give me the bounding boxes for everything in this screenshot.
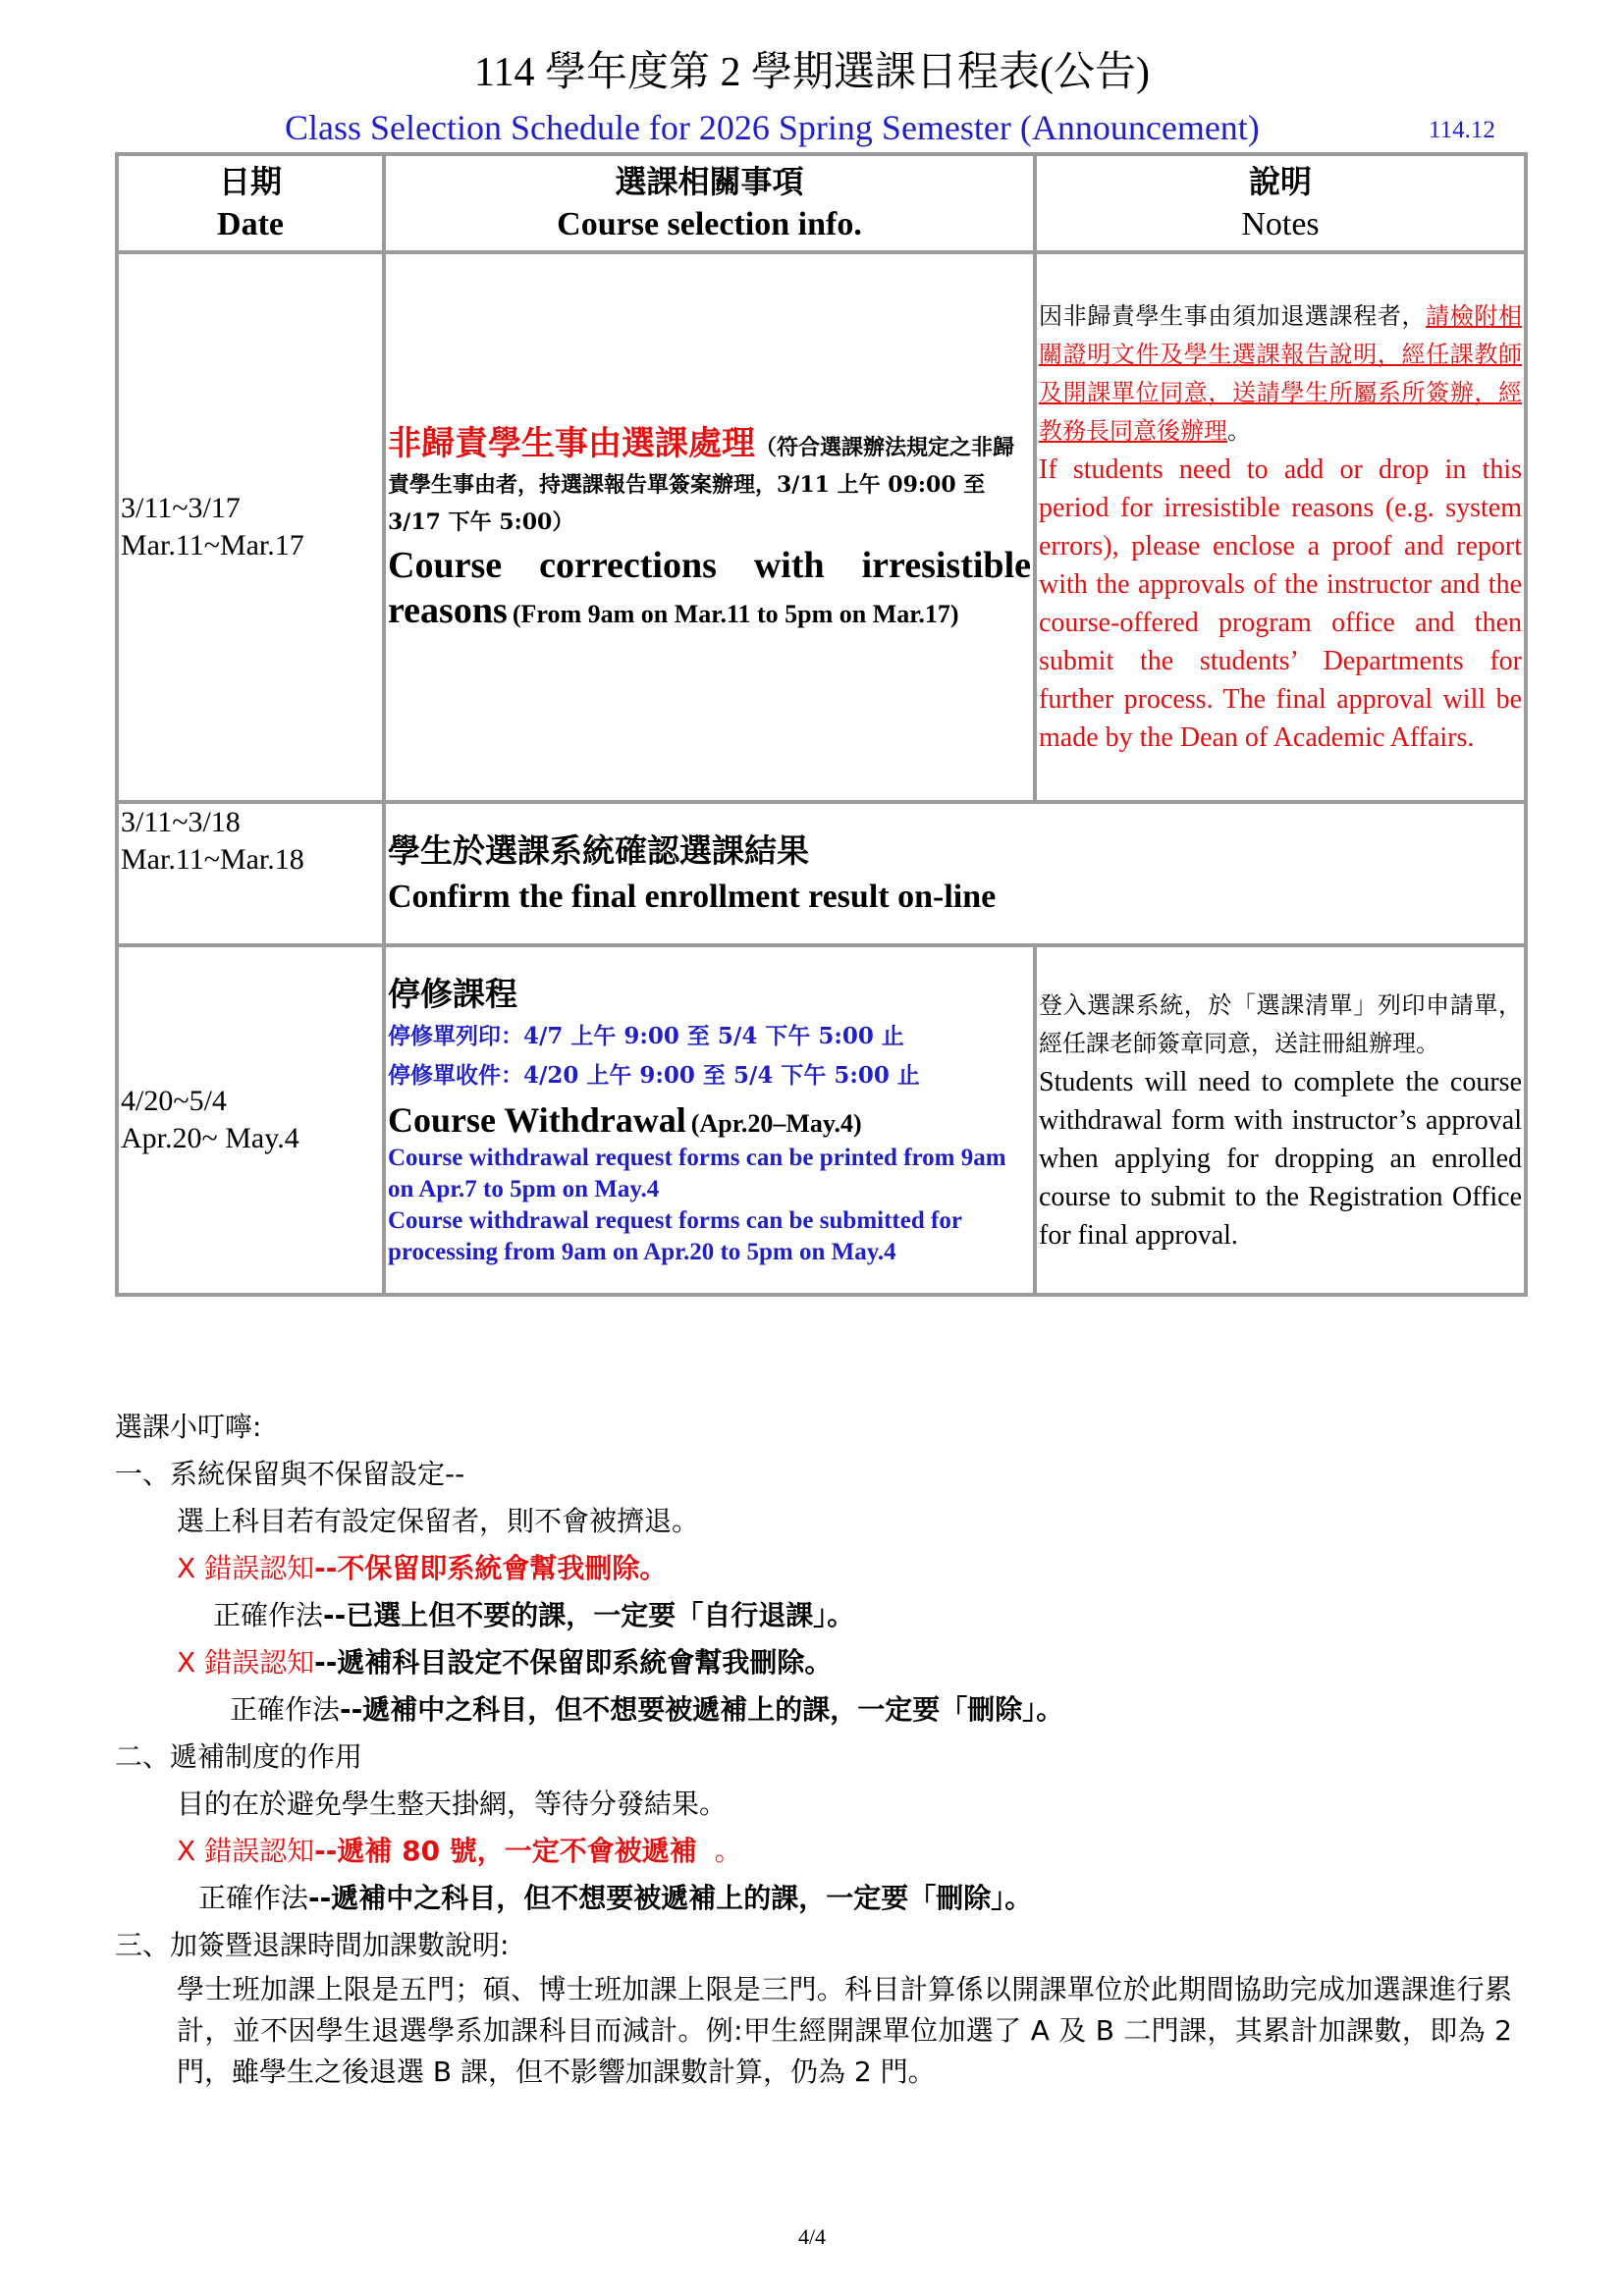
tips-s2-line3-prefix: 正確作法 <box>198 1882 309 1914</box>
table-row <box>117 802 1526 945</box>
tips-s1-line4 <box>115 1639 1529 1686</box>
page-number: 4/4 <box>797 2224 827 2249</box>
row1-info-dates-en: (From 9am on Mar.11 to 5pm on Mar.17) <box>512 599 959 628</box>
tips-s2-line1: 目的在於避免學生整天掛網，等待分發結果。 <box>177 1788 728 1820</box>
row1-info <box>384 252 1035 802</box>
row3-print-zh: 停修單列印：4/7 上午 9:00 至 5/4 下午 5:00 止 <box>388 1023 904 1049</box>
row1-notes-zh-red: 請檢附相關證明文件及學生選課報告說明，經任課教師及開課單位同意，送請學生所屬系所簽辦，經教務長同意後辦理 <box>1039 302 1523 445</box>
tips-s3-paragraph: 學士班加課上限是五門；碩、博士班加課上限是三門。科目計算係以開課單位於此期間協助完成加選課進行累計，並不因學生退選學系加課科目而減計。例:甲生經開課單位加選了 A 及 B 二門課，其累計加課數，即為 2 門，雖學生之後退選 B 課，但不影響加課數計算，仍為 2 門。 <box>177 1973 1512 2088</box>
row2-info-title-zh: 學生於選課系統確認選課結果 <box>388 831 809 870</box>
row3-info-title-en: Course Withdrawal <box>388 1100 686 1140</box>
row3-date-line1: 4/20~5/4 <box>121 1085 227 1117</box>
header-notes-zh: 說明 <box>1248 163 1312 200</box>
tips-s1-line5-prefix: 正確作法 <box>230 1693 341 1726</box>
row3-collect-zh: 停修單收件：4/20 上午 9:00 至 5/4 下午 5:00 止 <box>388 1062 920 1089</box>
row3-date <box>117 945 384 1295</box>
document-code: 114.12 <box>1429 117 1495 143</box>
tips-s1-line3-bold: --已選上但不要的課，一定要「自行退課」。 <box>323 1599 855 1631</box>
row1-notes-zh-plain: 因非歸責學生事由須加退選課程者， <box>1039 302 1427 330</box>
row1-info-title-zh: 非歸責學生事由選課處理 <box>388 423 755 463</box>
row2-info <box>384 802 1526 945</box>
header-notes <box>1035 154 1526 252</box>
tips-s2-line3-bold: --遞補中之科目，但不想要被遞補上的課，一定要「刪除」。 <box>308 1882 1033 1914</box>
header-notes-en: Notes <box>1241 206 1320 242</box>
tips-s1-line1: 選上科目若有設定保留者，則不會被擠退。 <box>177 1505 700 1537</box>
schedule-table <box>115 152 1528 1297</box>
row2-date-line2: Mar.11~Mar.18 <box>121 843 304 876</box>
header-date-en: Date <box>217 206 284 242</box>
row2-date-line1: 3/11~3/18 <box>121 806 241 838</box>
tips-section1-title: 一、系統保留與不保留設定-- <box>115 1458 465 1490</box>
tips-s2-line2-bold: --遞補 80 號，一定不會被遞補 <box>314 1835 697 1867</box>
table-header-row <box>117 154 1526 252</box>
page-title-zh: 114 學年度第 2 學期選課日程表(公告) <box>474 50 1150 95</box>
row1-date <box>117 252 384 802</box>
row3-info <box>384 945 1035 1295</box>
row2-info-title-en: Confirm the final enrollment result on-line <box>388 879 997 915</box>
row3-notes <box>1035 945 1526 1295</box>
row1-info-title-en: Course corrections with irresistible reasons <box>388 544 1031 631</box>
row3-date-line2: Apr.20~ May.4 <box>121 1122 299 1154</box>
row2-date <box>117 802 384 945</box>
tips-s1-line4-prefix: X 錯誤認知 <box>177 1646 315 1679</box>
row1-notes-en: If students need to add or drop in this period for irresistible reasons (e.g. system errors), please enclose a proof and report with the approvals of the instructor and the course-offered program office and then submit the students’ Departments for further process. The final approval will be made by the Dean of Academic Affairs. <box>1039 454 1522 753</box>
tips-s1-line4-bold: --遞補科目設定不保留即系統會幫我刪除。 <box>314 1646 833 1679</box>
tips-heading: 選課小叮嚀: <box>115 1411 262 1443</box>
page-title-en: Class Selection Schedule for 2026 Spring Semester (Announcement) <box>285 108 1260 147</box>
tips-s1-line2 <box>115 1545 1529 1592</box>
tips-section3-title: 三、加簽暨退課時間加課數說明: <box>115 1929 510 1961</box>
row3-info-dates-en: (Apr.20–May.4) <box>690 1109 862 1138</box>
row3-info-title-zh: 停修課程 <box>388 975 517 1013</box>
tips-s2-line2-end: 。 <box>714 1835 742 1867</box>
row1-info-desc-zh: （符合選課辦法規定之非歸責學生事由者，持選課報告單簽案辦理，3/11 上午 09:00 至 3/17 下午 5:00） <box>388 434 1015 535</box>
row1-notes <box>1035 252 1526 802</box>
header-info-en: Course selection info. <box>557 206 862 242</box>
table-row <box>117 945 1526 1295</box>
tips-section <box>115 1404 1529 2093</box>
header-info <box>384 154 1035 252</box>
tips-s1-line5 <box>115 1686 1529 1734</box>
header-date-zh: 日期 <box>218 163 282 200</box>
header-info-zh: 選課相關事項 <box>615 163 804 200</box>
row1-date-line1: 3/11~3/17 <box>121 492 241 524</box>
header-date <box>117 154 384 252</box>
tips-s2-line3 <box>115 1875 1529 1922</box>
row3-print-en: Course withdrawal request forms can be printed from 9am on Apr.7 to 5pm on May.4 <box>388 1145 1006 1202</box>
row1-date-line2: Mar.11~Mar.17 <box>121 529 304 561</box>
row1-notes-zh-end: 。 <box>1227 417 1251 445</box>
tips-s2-line2 <box>115 1828 1529 1875</box>
tips-s1-line2-bold: --不保留即系統會幫我刪除。 <box>314 1552 668 1584</box>
tips-s1-line2-prefix: X 錯誤認知 <box>177 1552 315 1584</box>
tips-s1-line5-bold: --遞補中之科目，但不想要被遞補上的課，一定要「刪除」。 <box>340 1693 1064 1726</box>
tips-s1-line3-prefix: 正確作法 <box>213 1599 324 1631</box>
tips-s2-line2-prefix: X 錯誤認知 <box>177 1835 315 1867</box>
table-row <box>117 252 1526 802</box>
row3-notes-zh: 登入選課系統，於「選課清單」列印申請單，經任課老師簽章同意，送註冊組辦理。 <box>1039 990 1522 1057</box>
row3-notes-en: Students will need to complete the course withdrawal form with instructor’s approval when applying for dropping an enrolled course to submit to the Registration Office for final approval. <box>1039 1066 1522 1251</box>
row3-collect-en: Course withdrawal request forms can be submitted for processing from 9am on Apr.20 to 5pm on May.4 <box>388 1207 962 1265</box>
tips-s1-line3 <box>115 1592 1529 1639</box>
tips-section2-title: 二、遞補制度的作用 <box>115 1740 363 1773</box>
